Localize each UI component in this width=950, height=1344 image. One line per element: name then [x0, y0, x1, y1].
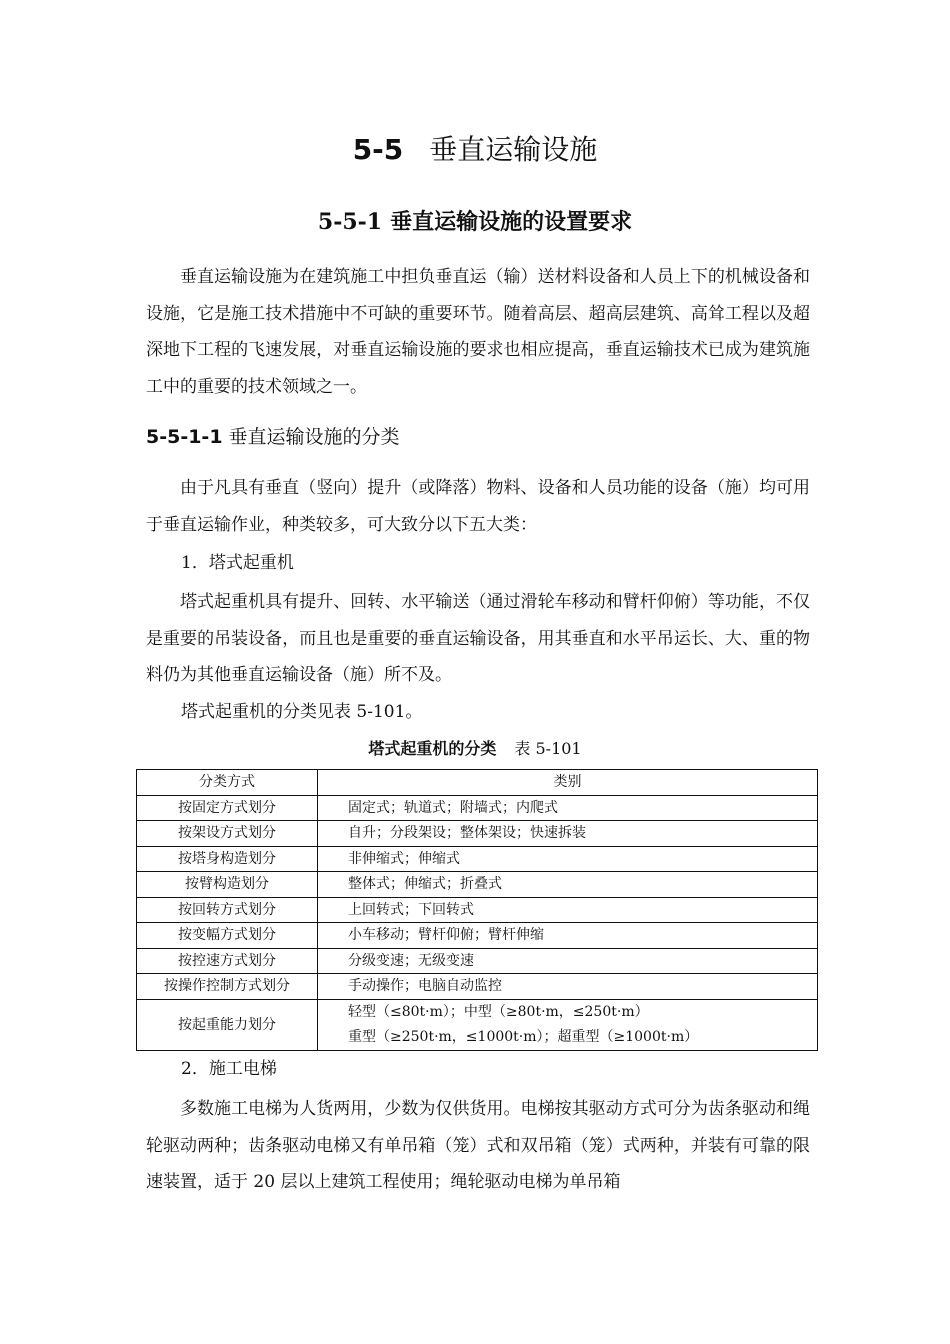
table-cell-method: 按架设方式划分 — [137, 821, 318, 847]
table-cell-line: 重型（≥250t·m，≤1000t·m）；超重型（≥1000t·m） — [348, 1028, 699, 1045]
table-cell-category: 非伸缩式；伸缩式 — [318, 846, 818, 872]
section-title-text: 垂直运输设施的设置要求 — [390, 209, 633, 235]
subsection-title-text: 垂直运输设施的分类 — [228, 426, 400, 448]
table-caption — [0, 734, 950, 764]
table-cell-method: 按回转方式划分 — [137, 897, 318, 923]
table-cell-method: 按控速方式划分 — [137, 948, 318, 974]
chapter-number: 5-5 — [352, 133, 404, 166]
subsection-title — [146, 420, 400, 454]
chapter-title — [0, 128, 950, 172]
table-caption-number: 表 5-101 — [514, 739, 582, 758]
table-cell-category — [318, 999, 818, 1050]
table-caption-title: 塔式起重机的分类 — [368, 739, 497, 758]
table-cell-line: 轻型（≤80t·m）；中型（≥80t·m，≤250t·m） — [348, 1003, 649, 1020]
table-cell-category: 小车移动；臂杆仰俯；臂杆伸缩 — [318, 923, 818, 949]
table-cell-method: 按塔身构造划分 — [137, 846, 318, 872]
table-cell-method: 按起重能力划分 — [137, 999, 318, 1050]
table-cell-method: 按固定方式划分 — [137, 795, 318, 821]
table-cell-category: 整体式；伸缩式；折叠式 — [318, 872, 818, 898]
table-cell-method: 按操作控制方式划分 — [137, 974, 318, 1000]
table-row — [137, 846, 818, 872]
table-header-cell: 类别 — [318, 770, 818, 796]
table-row — [137, 999, 818, 1050]
table-cell-category: 上回转式；下回转式 — [318, 897, 818, 923]
table-cell-category: 固定式；轨道式；附墙式；内爬式 — [318, 795, 818, 821]
subsection-number: 5-5-1-1 — [146, 426, 223, 448]
item1-paragraph: 塔式起重机具有提升、回转、水平输送（通过滑轮车移动和臂杆仰俯）等功能，不仅是重要的吊装设备，而且也是重要的垂直运输设备，用其垂直和水平吊运长、大、重的物料仍为其他垂直运输设备（施）所不及。 — [146, 592, 810, 685]
table-row — [137, 872, 818, 898]
table-cell-category: 分级变速；无级变速 — [318, 948, 818, 974]
section-title — [0, 204, 950, 240]
table-cell-category: 自升；分段架设；整体架设；快速拆装 — [318, 821, 818, 847]
table-header-row — [137, 770, 818, 796]
section-number: 5-5-1 — [317, 209, 383, 235]
table-row — [137, 948, 818, 974]
classification-paragraph: 由于凡具有垂直（竖向）提升（或降落）物料、设备和人员功能的设备（施）均可用于垂直运输作业，种类较多，可大致分以下五大类： — [146, 478, 810, 535]
table-row — [137, 923, 818, 949]
item2-paragraph: 多数施工电梯为人货两用，少数为仅供货用。电梯按其驱动方式可分为齿条驱动和绳轮驱动两种；齿条驱动电梯又有单吊箱（笼）式和双吊箱（笼）式两种，并装有可靠的限速装置，适于 20 层以上建筑工程使用；绳轮驱动电梯为单吊箱 — [146, 1099, 810, 1192]
table-cell-category: 手动操作；电脑自动监控 — [318, 974, 818, 1000]
classification-table — [136, 769, 818, 1051]
table-header-cell: 分类方式 — [137, 770, 318, 796]
chapter-title-text: 垂直运输设施 — [429, 133, 598, 166]
table-row — [137, 821, 818, 847]
item1-heading: 1．塔式起重机 — [181, 553, 294, 573]
table-cell-method: 按变幅方式划分 — [137, 923, 318, 949]
table-reference: 塔式起重机的分类见表 5-101。 — [181, 702, 423, 722]
item2-heading: 2．施工电梯 — [181, 1059, 277, 1079]
table-row — [137, 795, 818, 821]
table-row — [137, 897, 818, 923]
intro-paragraph: 垂直运输设施为在建筑施工中担负垂直运（输）送材料设备和人员上下的机械设备和设施，它是施工技术措施中不可缺的重要环节。随着高层、超高层建筑、高耸工程以及超深地下工程的飞速发展，对垂直运输设施的要求也相应提高，垂直运输技术已成为建筑施工中的重要的技术领域之一。 — [146, 267, 810, 397]
table-row — [137, 974, 818, 1000]
table-cell-method: 按臂构造划分 — [137, 872, 318, 898]
